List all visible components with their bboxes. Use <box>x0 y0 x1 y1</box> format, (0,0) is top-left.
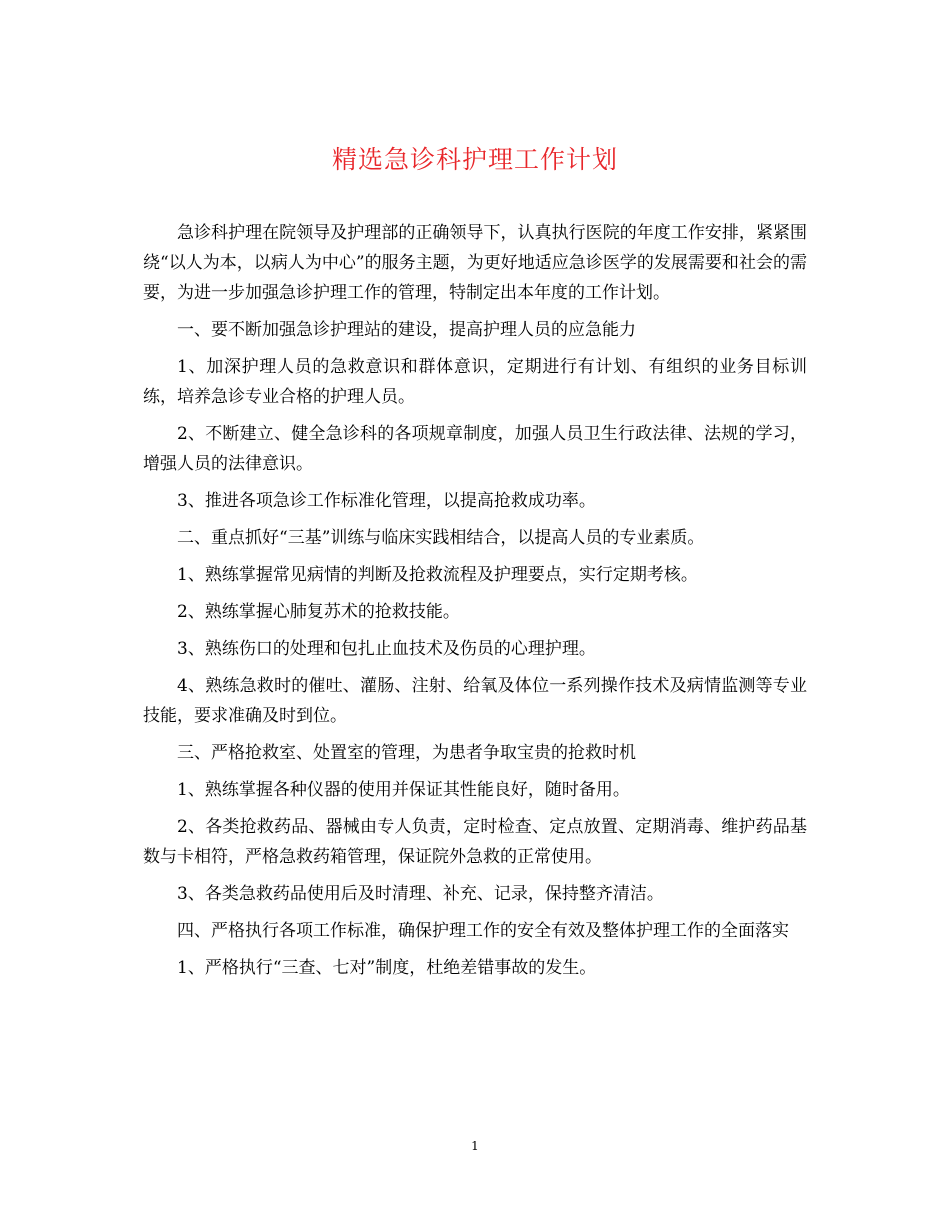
paragraph: 1、熟练掌握常见病情的判断及抢救流程及护理要点，实行定期考核。 <box>177 565 698 585</box>
section-heading: 三、严格抢救室、处置室的管理，为患者争取宝贵的抢救时机 <box>177 743 636 763</box>
paragraph: 1、严格执行“三查、七对”制度，杜绝差错事故的发生。 <box>177 958 597 978</box>
document-title: 精选急诊科护理工作计划 <box>331 145 618 174</box>
paragraph: 急诊科护理在院领导及护理部的正确领导下，认真执行医院的年度工作安排，紧紧围绕“以人为本，以病人为中心”的服务主题，为更好地适应急诊医学的发展需要和社会的需要，为进一步加强急诊护理工作的管理，特制定出本年度的工作计划。 <box>143 223 807 303</box>
paragraph: 2、各类抢救药品、器械由专人负责，定时检查、定点放置、定期消毒、维护药品基数与卡相符，严格急救药箱管理，保证院外急救的正常使用。 <box>143 817 807 867</box>
section-heading: 一、要不断加强急诊护理站的建设，提高护理人员的应急能力 <box>177 320 636 340</box>
paragraph: 1、加深护理人员的急救意识和群体意识，定期进行有计划、有组织的业务目标训练，培养急诊专业合格的护理人员。 <box>143 357 807 407</box>
paragraph: 3、推进各项急诊工作标准化管理，以提高抢救成功率。 <box>177 491 596 511</box>
page-number: 1 <box>471 1139 479 1153</box>
paragraph: 4、熟练急救时的催吐、灌肠、注射、给氧及体位一系列操作技术及病情监测等专业技能，要求准确及时到位。 <box>143 676 807 726</box>
paragraph: 2、熟练掌握心肺复苏术的抢救技能。 <box>177 602 460 622</box>
paragraph: 2、不断建立、健全急诊科的各项规章制度，加强人员卫生行政法律、法规的学习，增强人员的法律意识。 <box>143 424 807 474</box>
paragraph: 1、熟练掌握各种仪器的使用并保证其性能良好，随时备用。 <box>177 780 630 800</box>
section-heading: 四、严格执行各项工作标准，确保护理工作的安全有效及整体护理工作的全面落实 <box>177 921 789 941</box>
paragraph: 3、各类急救药品使用后及时清理、补充、记录，保持整齐清洁。 <box>177 884 664 904</box>
paragraph: 3、熟练伤口的处理和包扎止血技术及伤员的心理护理。 <box>177 639 596 659</box>
document-body <box>143 218 807 983</box>
section-heading: 二、重点抓好“三基”训练与临床实践相结合，以提高人员的专业素质。 <box>177 528 705 548</box>
